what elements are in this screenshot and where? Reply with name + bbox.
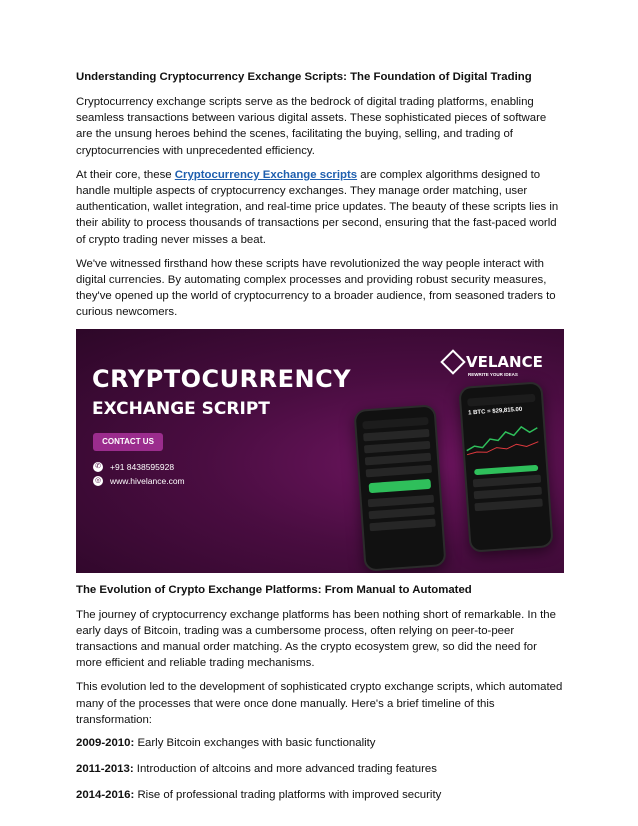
phone-row — [473, 474, 541, 487]
section2-heading: The Evolution of Crypto Exchange Platforms: From Manual to Automated — [76, 583, 472, 596]
timeline-item — [76, 736, 564, 751]
timeline-text: Introduction of altcoins and more advanced trading features — [133, 763, 437, 776]
timeline-years: 2009-2010: — [76, 737, 135, 750]
phone-btc-price: 1 BTC = $29,815.00 — [467, 406, 523, 417]
timeline-years: 2014-2016: — [76, 789, 135, 802]
phone-buy-bar — [474, 464, 538, 474]
section1-paragraph-3: We've witnessed firsthand how these scripts have revolutionized the way people interact with digital currencies. By automating complex processes and providing robust security measures, they've opened up the world of cryptocurrency to a broader audience, from seasoned traders to curious newcomers. — [76, 257, 556, 319]
brand-name: VELANCE — [466, 352, 543, 371]
banner-title-line2: EXCHANGE SCRIPT — [92, 398, 270, 419]
brand-logo-mark — [440, 349, 465, 374]
phone-row — [366, 464, 432, 477]
phone-row — [363, 428, 429, 441]
p2-text-after: are complex algorithms designed to handle multiple aspects of cryptocurrency exchanges. They manage order matching, user authentication, wallet integration, and real-time price updates. The beauty of these scripts lies in their ability to process thousands of transactions per second, ensuring that the fast-paced world of crypto trading never misses a beat. — [76, 168, 559, 246]
timeline-years: 2011-2013: — [76, 763, 134, 776]
globe-icon: ◎ — [94, 476, 102, 484]
timeline-item — [76, 762, 564, 777]
section1-heading: Understanding Cryptocurrency Exchange Scripts: The Foundation of Digital Trading — [76, 71, 532, 83]
section1-paragraph-1: Cryptocurrency exchange scripts serve as the bedrock of digital trading platforms, enabling seamless transactions between various digital assets. These sophisticated pieces of software are the unsung heroes behind the scenes, facilitating the buying, selling, and trading of cryptocurrencies with unprecedented efficiency. — [76, 96, 547, 157]
brand-logo — [444, 353, 543, 371]
timeline-item — [76, 788, 564, 803]
phone-keypad-row — [369, 518, 435, 531]
document-page — [76, 70, 564, 814]
section2-paragraph-1: The journey of cryptocurrency exchange platforms has been nothing short of remarkable. In the early days of Bitcoin, trading was a cumbersome process, often relying on peer-to-peer transactions and manual order matching. As the crypto ecosystem grew, so did the need for more efficient and reliable trading mechanisms. — [76, 608, 556, 670]
phone-row — [474, 486, 542, 499]
phone-price-chart — [463, 415, 542, 460]
phone-row — [474, 498, 542, 511]
phone-header — [467, 393, 535, 406]
section1-paragraph-2 — [76, 167, 564, 248]
banner-website-row — [93, 476, 185, 486]
p2-text-before: At their core, these — [76, 168, 175, 181]
phone-row — [365, 452, 431, 465]
timeline-text: Rise of professional trading platforms with improved security — [134, 789, 442, 802]
phone-header — [362, 417, 428, 430]
phone-mockup-right — [458, 381, 553, 552]
timeline-text: Early Bitcoin exchanges with basic functionality — [134, 737, 376, 750]
banner-website: www.hivelance.com — [110, 475, 185, 486]
promo-banner-image — [76, 329, 564, 573]
banner-phone-number: +91 8438595928 — [110, 461, 175, 472]
brand-tagline: REWRITE YOUR IDEAS — [468, 371, 518, 377]
phone-keypad-row — [368, 494, 434, 507]
banner-title-line1: CRYPTOCURRENCY — [92, 364, 352, 393]
phone-icon: ✆ — [93, 462, 103, 472]
banner-phone-row — [93, 462, 174, 472]
phone-keypad-row — [369, 506, 435, 519]
section2-paragraph-2: This evolution led to the development of sophisticated crypto exchange scripts, which automated many of the processes that were once done manually. Here's a brief timeline of this transformation: — [76, 681, 563, 726]
phone-mockup-left — [353, 404, 446, 571]
exchange-scripts-link[interactable]: Cryptocurrency Exchange scripts — [174, 168, 358, 181]
phone-row — [364, 440, 430, 453]
phone-action-button — [369, 478, 432, 492]
contact-us-badge: CONTACT US — [93, 433, 163, 451]
